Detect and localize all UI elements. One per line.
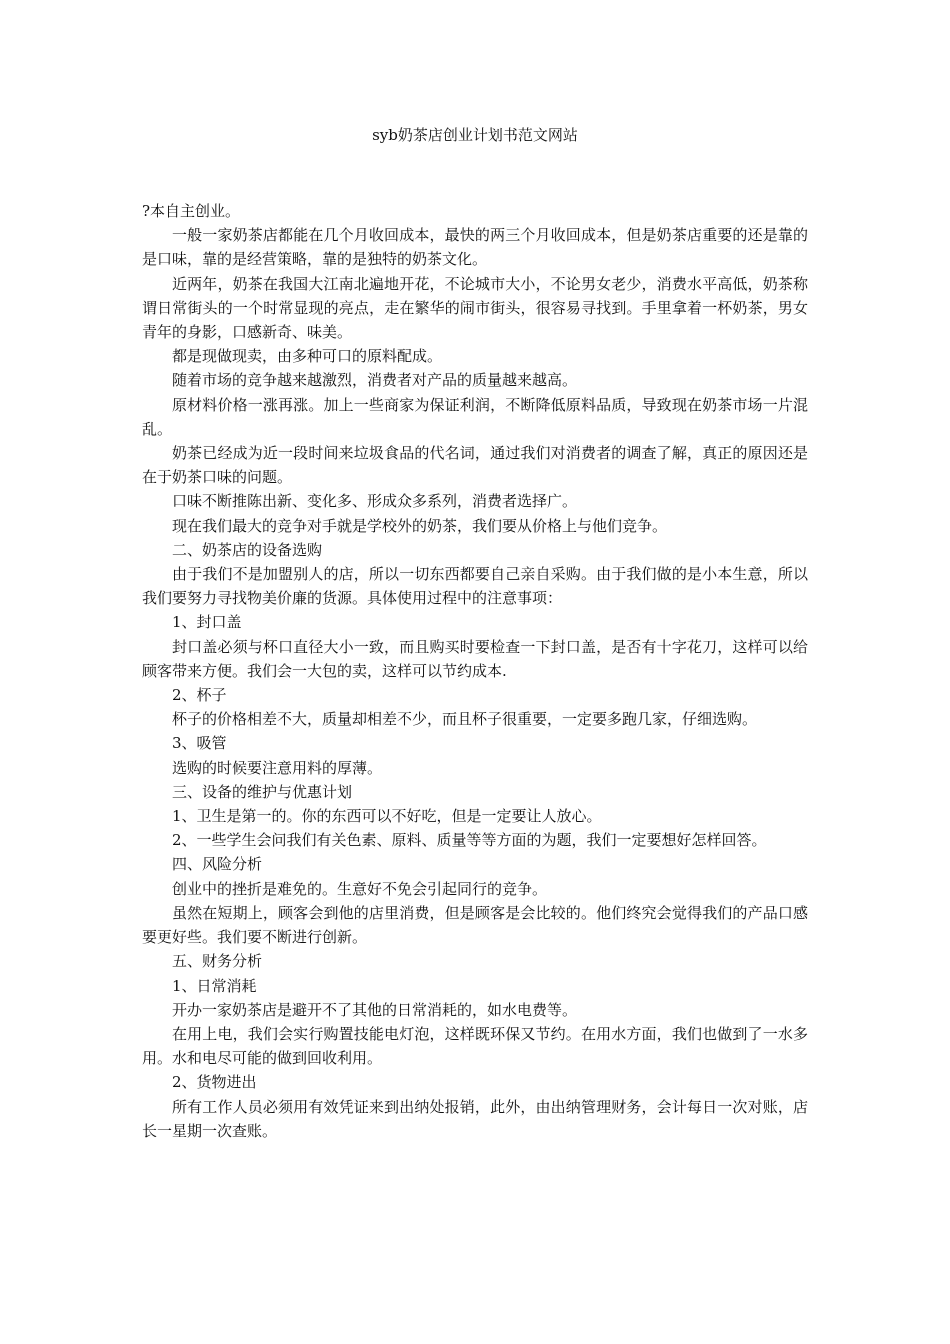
paragraph: 创业中的挫折是难免的。生意好不免会引起同行的竞争。 [172, 879, 548, 898]
paragraph: 都是现做现卖，由多种可口的原料配成。 [172, 347, 443, 366]
paragraph: 封口盖必须与杯口直径大小一致，而且购买时要检查一下封口盖，是否有十字花刀，这样可以给顾客带来方便。我们会一大包的卖，这样可以节约成本. [142, 637, 808, 680]
section-heading: 三、设备的维护与优惠计划 [172, 782, 353, 801]
subsection-heading: 2、杯子 [172, 686, 227, 705]
paragraph: 开办一家奶茶店是避开不了其他的日常消耗的，如水电费等。 [172, 1000, 578, 1019]
paragraph: 现在我们最大的竞争对手就是学校外的奶茶，我们要从价格上与他们竞争。 [172, 516, 668, 535]
paragraph: 原材料价格一涨再涨。加上一些商家为保证利润，不断降低原料品质，导致现在奶茶市场一片混乱。 [142, 395, 808, 438]
paragraph: 在用上电，我们会实行购置技能电灯泡，这样既环保又节约。在用水方面，我们也做到了一水多用。水和电尽可能的做到回收利用。 [142, 1024, 808, 1068]
paragraph: 2、一些学生会问我们有关色素、原料、质量等等方面的为题，我们一定要想好怎样回答。 [172, 831, 767, 850]
section-heading: 四、风险分析 [172, 855, 263, 874]
paragraph: 随着市场的竞争越来越激烈，消费者对产品的质量越来越高。 [172, 371, 578, 390]
subsection-heading: 1、封口盖 [172, 613, 242, 632]
document-body [142, 199, 808, 1143]
paragraph: 一般一家奶茶店都能在几个月收回成本，最快的两三个月收回成本，但是奶茶店重要的还是靠的是口味，靠的是经营策略，靠的是独特的奶茶文化。 [142, 226, 808, 269]
section-heading: 二、奶茶店的设备选购 [172, 540, 323, 559]
document-title: syb奶茶店创业计划书范文网站 [372, 126, 578, 144]
paragraph: 所有工作人员必须用有效凭证来到出纳处报销，此外，由出纳管理财务，会计每日一次对账，店长一星期一次查账。 [142, 1097, 808, 1140]
paragraph: 近两年，奶茶在我国大江南北遍地开花，不论城市大小，不论男女老少，消费水平高低，奶茶称谓日常街头的一个时常显现的亮点，走在繁华的闹市街头，很容易寻找到。手里拿着一杯奶茶，男女青年的身影，口感新奇、味美。 [142, 274, 808, 342]
paragraph: 口味不断推陈出新、变化多、形成众多系列，消费者选择广。 [172, 492, 578, 511]
subsection-heading: 3、吸管 [172, 734, 227, 753]
subsection-heading: 2、货物进出 [172, 1073, 257, 1092]
paragraph: 虽然在短期上，顾客会到他的店里消费，但是顾客是会比较的。他们终究会觉得我们的产品口感要更好些。我们要不断进行创新。 [142, 903, 808, 947]
paragraph: 由于我们不是加盟别人的店，所以一切东西都要自己亲自采购。由于我们做的是小本生意，所以我们要努力寻找物美价廉的货源。具体使用过程中的注意事项： [142, 565, 808, 608]
paragraph: 奶茶已经成为近一段时间来垃圾食品的代名词，通过我们对消费者的调查了解，真正的原因还是在于奶茶口味的问题。 [142, 444, 808, 487]
paragraph: 选购的时候要注意用料的厚薄。 [172, 758, 383, 777]
paragraph: 杯子的价格相差不大，质量却相差不少，而且杯子很重要，一定要多跑几家，仔细选购。 [172, 710, 758, 729]
paragraph: ?本自主创业。 [142, 202, 241, 220]
subsection-heading: 1、日常消耗 [172, 976, 257, 995]
paragraph: 1、卫生是第一的。你的东西可以不好吃，但是一定要让人放心。 [172, 807, 602, 826]
section-heading: 五、财务分析 [172, 952, 263, 971]
